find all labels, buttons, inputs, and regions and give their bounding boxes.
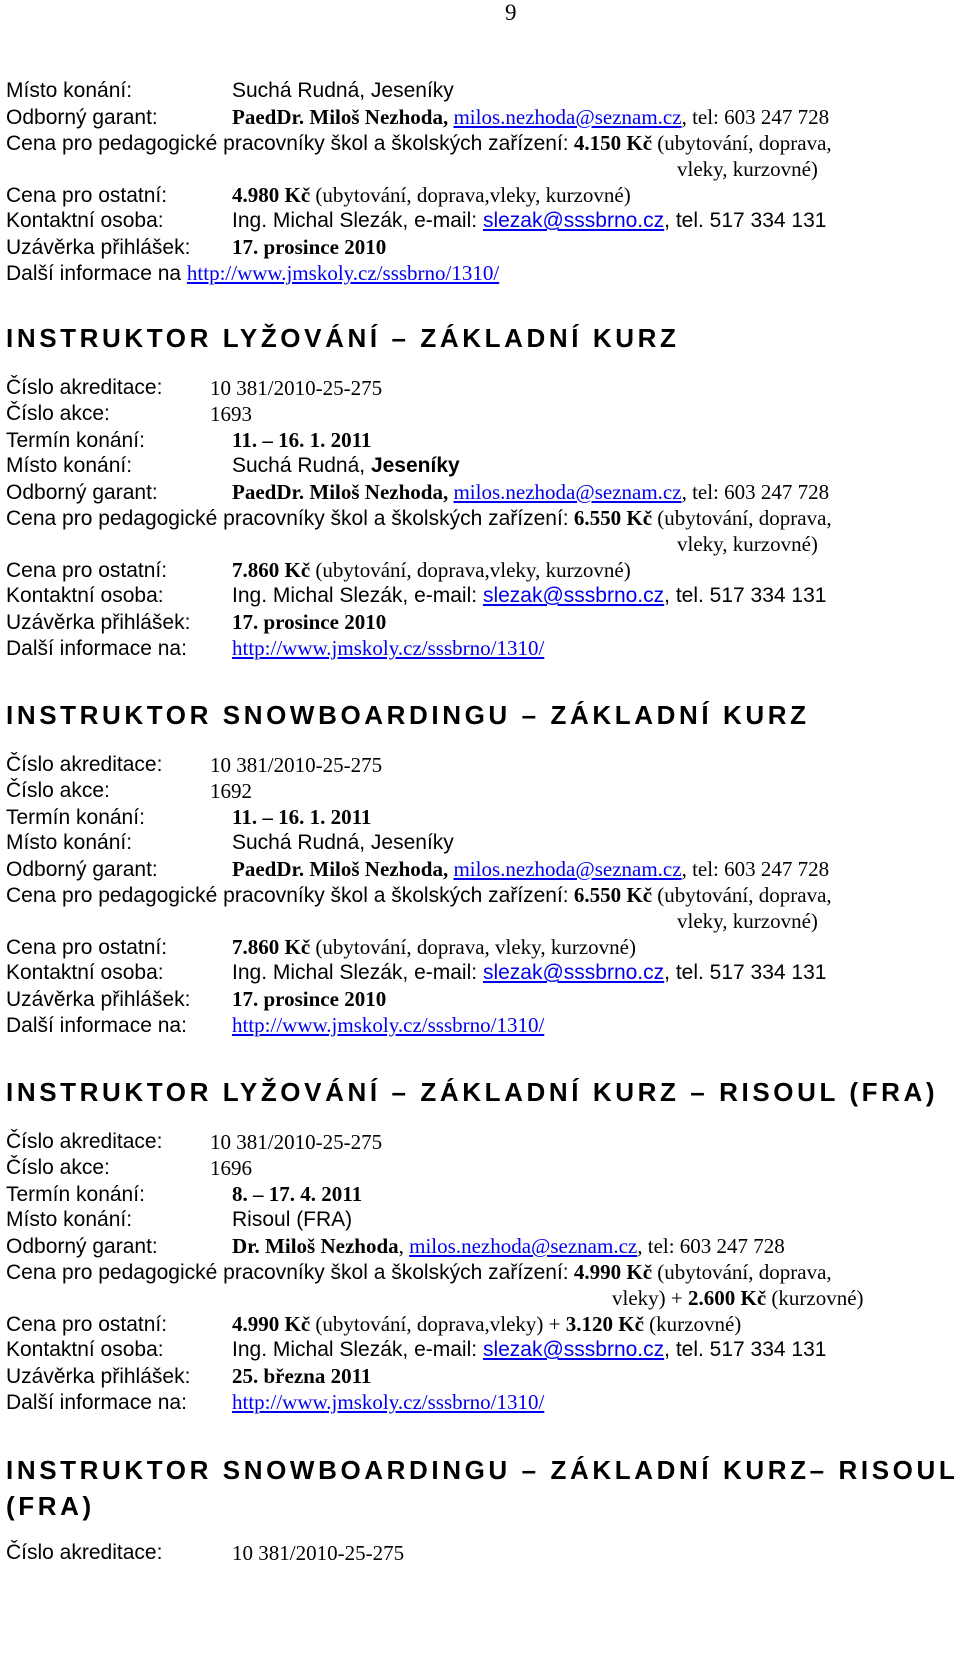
termin-row: [6, 804, 372, 831]
akreditace-row: [6, 752, 383, 778]
misto-row: [6, 1207, 353, 1233]
misto-row: [6, 830, 454, 856]
kontakt-tel: , tel. 517 334 131: [664, 209, 827, 232]
termin-value: 8. – 17. 4. 2011: [232, 1182, 363, 1206]
garant-email-link[interactable]: milos.nezhoda@seznam.cz: [453, 105, 682, 129]
akce-value: 1693: [210, 402, 252, 426]
akreditace-value: 10 381/2010-25-275: [210, 753, 383, 777]
termin-label: Termín konání:: [6, 429, 145, 452]
akreditace-value: 10 381/2010-25-275: [210, 1130, 383, 1154]
section-title: INSTRUKTOR SNOWBOARDINGU – ZÁKLADNÍ KURZ– RISOUL: [6, 1455, 959, 1485]
info-label: Další informace na:: [6, 1391, 187, 1414]
cena-ped-price: 4.990 Kč: [573, 1260, 653, 1284]
cena-ost-label: Cena pro ostatní:: [6, 184, 168, 207]
uzaverka-row: [6, 1363, 372, 1390]
kontakt-name: Ing. Michal Slezák, e-mail:: [232, 961, 483, 984]
kontakt-row: [6, 1337, 827, 1363]
kontakt-email-link[interactable]: slezak@sssbrno.cz: [482, 209, 665, 232]
misto-label: Místo konání:: [6, 79, 133, 102]
cena-ped-note2: vleky, kurzovné): [677, 909, 818, 933]
kontakt-row: [6, 960, 827, 986]
cena-ped-price: 6.550 Kč: [573, 506, 653, 530]
cena-ped-note2: vleky, kurzovné): [677, 532, 818, 556]
cena-ost-row: [6, 1311, 742, 1338]
akce-label: Číslo akce:: [6, 402, 110, 425]
misto-row: [6, 78, 454, 104]
garant-row: [6, 104, 830, 131]
kontakt-tel: , tel. 517 334 131: [664, 1338, 827, 1361]
info-row: [6, 1012, 545, 1039]
cena-ped-note: (ubytování, doprava,: [652, 131, 832, 155]
garant-row: Odborný garant: Dr. Miloš Nezhoda, milos.nezhoda@seznam.cz, tel: 603 247 728: [6, 1234, 785, 1258]
uzaverka-row: [6, 986, 387, 1013]
info-label: Další informace na:: [6, 637, 187, 660]
akce-value: 1696: [210, 1156, 252, 1180]
akce-row: [6, 778, 252, 804]
section-title: INSTRUKTOR LYŽOVÁNÍ – ZÁKLADNÍ KURZ: [6, 323, 680, 353]
cena-ost-row: [6, 182, 631, 209]
cena-ped-row: [6, 130, 832, 157]
info-link[interactable]: http://www.jmskoly.cz/sssbrno/1310/: [232, 636, 545, 660]
cena-ost-price: 7.860 Kč: [232, 558, 311, 582]
info-row: [6, 260, 499, 287]
misto-row: [6, 453, 460, 479]
uzaverka-label: Uzávěrka přihlášek:: [6, 611, 191, 634]
kontakt-row: [6, 583, 827, 609]
termin-label: Termín konání:: [6, 1183, 145, 1206]
cena-ped-note: (ubytování, doprava,: [652, 1260, 832, 1284]
termin-value: 11. – 16. 1. 2011: [232, 805, 372, 829]
misto-value: Suchá Rudná, Jeseníky: [232, 831, 454, 854]
kontakt-tel: , tel. 517 334 131: [664, 584, 827, 607]
akreditace-value: 10 381/2010-25-275: [210, 376, 383, 400]
garant-tel: , tel: 603 247 728: [681, 480, 830, 504]
akce-row: [6, 1155, 252, 1181]
akreditace-row: [6, 1129, 383, 1155]
kontakt-name: Ing. Michal Slezák, e-mail:: [232, 1338, 483, 1361]
termin-value: 11. – 16. 1. 2011: [232, 428, 372, 452]
info-row: [6, 1389, 545, 1416]
cena-ped-row: [6, 505, 832, 532]
garant-name: PaedDr. Miloš Nezhoda,: [232, 105, 449, 129]
section-title-line2: (FRA): [6, 1491, 95, 1521]
garant-email-link[interactable]: milos.nezhoda@seznam.cz: [409, 1234, 638, 1258]
cena-ped-price: 4.150 Kč: [573, 131, 653, 155]
akce-row: [6, 401, 252, 427]
kontakt-email-link[interactable]: slezak@sssbrno.cz: [482, 961, 665, 984]
misto-region: Jeseníky: [370, 454, 460, 477]
kontakt-label: Kontaktní osoba:: [6, 1338, 164, 1361]
cena-ped-label: Cena pro pedagogické pracovníky škol a školských zařízení:: [6, 1261, 569, 1284]
cena-ost-price: 7.860 Kč: [232, 935, 311, 959]
info-label: Další informace na: [6, 262, 187, 285]
uzaverka-label: Uzávěrka přihlášek:: [6, 236, 191, 259]
termin-row: [6, 427, 372, 454]
cena-ped-note: (ubytování, doprava,: [652, 506, 832, 530]
akreditace-label: Číslo akreditace:: [6, 376, 163, 399]
cena-ped-note2: [612, 1285, 864, 1311]
info-label: Další informace na:: [6, 1014, 187, 1037]
cena-ost-note2: (kurzovné): [643, 1312, 742, 1336]
uzaverka-row: [6, 234, 387, 261]
kontakt-label: Kontaktní osoba:: [6, 209, 164, 232]
cena-ped-label: Cena pro pedagogické pracovníky škol a školských zařízení:: [6, 507, 569, 530]
cena-ost-note: (ubytování, doprava,vleky, kurzovné): [310, 183, 631, 207]
akreditace-label: Číslo akreditace:: [6, 753, 163, 776]
kontakt-name: Ing. Michal Slezák, e-mail:: [232, 584, 483, 607]
garant-email-link[interactable]: milos.nezhoda@seznam.cz: [453, 480, 682, 504]
kontakt-email-link[interactable]: slezak@sssbrno.cz: [482, 584, 665, 607]
cena-ped-row: [6, 1259, 832, 1286]
cena-ost-price: 4.990 Kč: [232, 1312, 311, 1336]
garant-tel: , tel: 603 247 728: [681, 105, 830, 129]
uzaverka-value: 25. března 2011: [232, 1364, 372, 1388]
termin-label: Termín konání:: [6, 806, 145, 829]
uzaverka-value: 17. prosince 2010: [232, 987, 387, 1011]
misto-value: Suchá Rudná, Jeseníky: [232, 79, 454, 102]
cena-ped-note2a: vleky) +: [612, 1286, 688, 1310]
cena-ped-note2: vleky, kurzovné): [677, 157, 818, 181]
kontakt-email-link[interactable]: slezak@sssbrno.cz: [482, 1338, 665, 1361]
garant-name: Dr. Miloš Nezhoda: [232, 1234, 399, 1258]
misto-label: Místo konání:: [6, 1208, 133, 1231]
cena-ped-label: Cena pro pedagogické pracovníky škol a školských zařízení:: [6, 884, 569, 907]
page-number: 9: [505, 0, 517, 25]
misto-label: Místo konání:: [6, 454, 133, 477]
uzaverka-value: 17. prosince 2010: [232, 235, 387, 259]
garant-row: [6, 856, 830, 883]
garant-label: Odborný garant:: [6, 481, 158, 504]
kontakt-name: Ing. Michal Slezák, e-mail:: [232, 209, 483, 232]
uzaverka-value: 17. prosince 2010: [232, 610, 387, 634]
cena-ost-note: (ubytování, doprava, vleky, kurzovné): [310, 935, 636, 959]
akce-label: Číslo akce:: [6, 779, 110, 802]
akreditace-row: [6, 375, 383, 401]
akreditace-value: 10 381/2010-25-275: [232, 1541, 405, 1565]
akreditace-row: [6, 1540, 405, 1566]
garant-label: Odborný garant:: [6, 1235, 158, 1258]
termin-row: [6, 1181, 363, 1208]
cena-ped-note: (ubytování, doprava,: [652, 883, 832, 907]
garant-label: Odborný garant:: [6, 858, 158, 881]
garant-name: PaedDr. Miloš Nezhoda,: [232, 857, 449, 881]
uzaverka-label: Uzávěrka přihlášek:: [6, 988, 191, 1011]
cena-ped-row: [6, 882, 832, 909]
kontakt-tel: , tel. 517 334 131: [664, 961, 827, 984]
cena-ost-note: (ubytování, doprava,vleky) +: [310, 1312, 566, 1336]
kontakt-row: [6, 208, 827, 234]
cena-ost-price2: 3.120 Kč: [565, 1312, 644, 1336]
section-title: INSTRUKTOR LYŽOVÁNÍ – ZÁKLADNÍ KURZ – RISOUL (FRA): [6, 1077, 939, 1107]
misto-label: Místo konání:: [6, 831, 133, 854]
cena-ped-note2b: (kurzovné): [766, 1286, 864, 1310]
garant-tel: , tel: 603 247 728: [681, 857, 830, 881]
akce-value: 1692: [210, 779, 252, 803]
info-link[interactable]: http://www.jmskoly.cz/sssbrno/1310/: [232, 1013, 545, 1037]
cena-ped-price2: 2.600 Kč: [688, 1286, 767, 1310]
cena-ost-price: 4.980 Kč: [232, 183, 311, 207]
garant-email-link[interactable]: milos.nezhoda@seznam.cz: [453, 857, 682, 881]
info-link[interactable]: http://www.jmskoly.cz/sssbrno/1310/: [232, 1390, 545, 1414]
garant-row: [6, 479, 830, 506]
akreditace-label: Číslo akreditace:: [6, 1541, 163, 1564]
section-title: INSTRUKTOR SNOWBOARDINGU – ZÁKLADNÍ KURZ: [6, 700, 810, 730]
akce-label: Číslo akce:: [6, 1156, 110, 1179]
info-row: [6, 635, 545, 662]
kontakt-label: Kontaktní osoba:: [6, 584, 164, 607]
garant-label: Odborný garant:: [6, 106, 158, 129]
cena-ost-label: Cena pro ostatní:: [6, 936, 168, 959]
misto-value: Suchá Rudná,: [232, 454, 371, 477]
cena-ost-label: Cena pro ostatní:: [6, 1313, 168, 1336]
cena-ost-label: Cena pro ostatní:: [6, 559, 168, 582]
uzaverka-label: Uzávěrka přihlášek:: [6, 1365, 191, 1388]
uzaverka-row: [6, 609, 387, 636]
info-link[interactable]: http://www.jmskoly.cz/sssbrno/1310/: [186, 261, 500, 285]
garant-name: PaedDr. Miloš Nezhoda,: [232, 480, 449, 504]
garant-tel: , tel: 603 247 728: [637, 1234, 785, 1258]
cena-ost-note: (ubytování, doprava,vleky, kurzovné): [310, 558, 631, 582]
cena-ped-label: Cena pro pedagogické pracovníky škol a školských zařízení:: [6, 132, 569, 155]
cena-ost-row: [6, 557, 631, 584]
cena-ped-price: 6.550 Kč: [573, 883, 653, 907]
kontakt-label: Kontaktní osoba:: [6, 961, 164, 984]
cena-ost-row: [6, 934, 636, 961]
misto-value: Risoul (FRA): [232, 1208, 353, 1231]
akreditace-label: Číslo akreditace:: [6, 1130, 163, 1153]
